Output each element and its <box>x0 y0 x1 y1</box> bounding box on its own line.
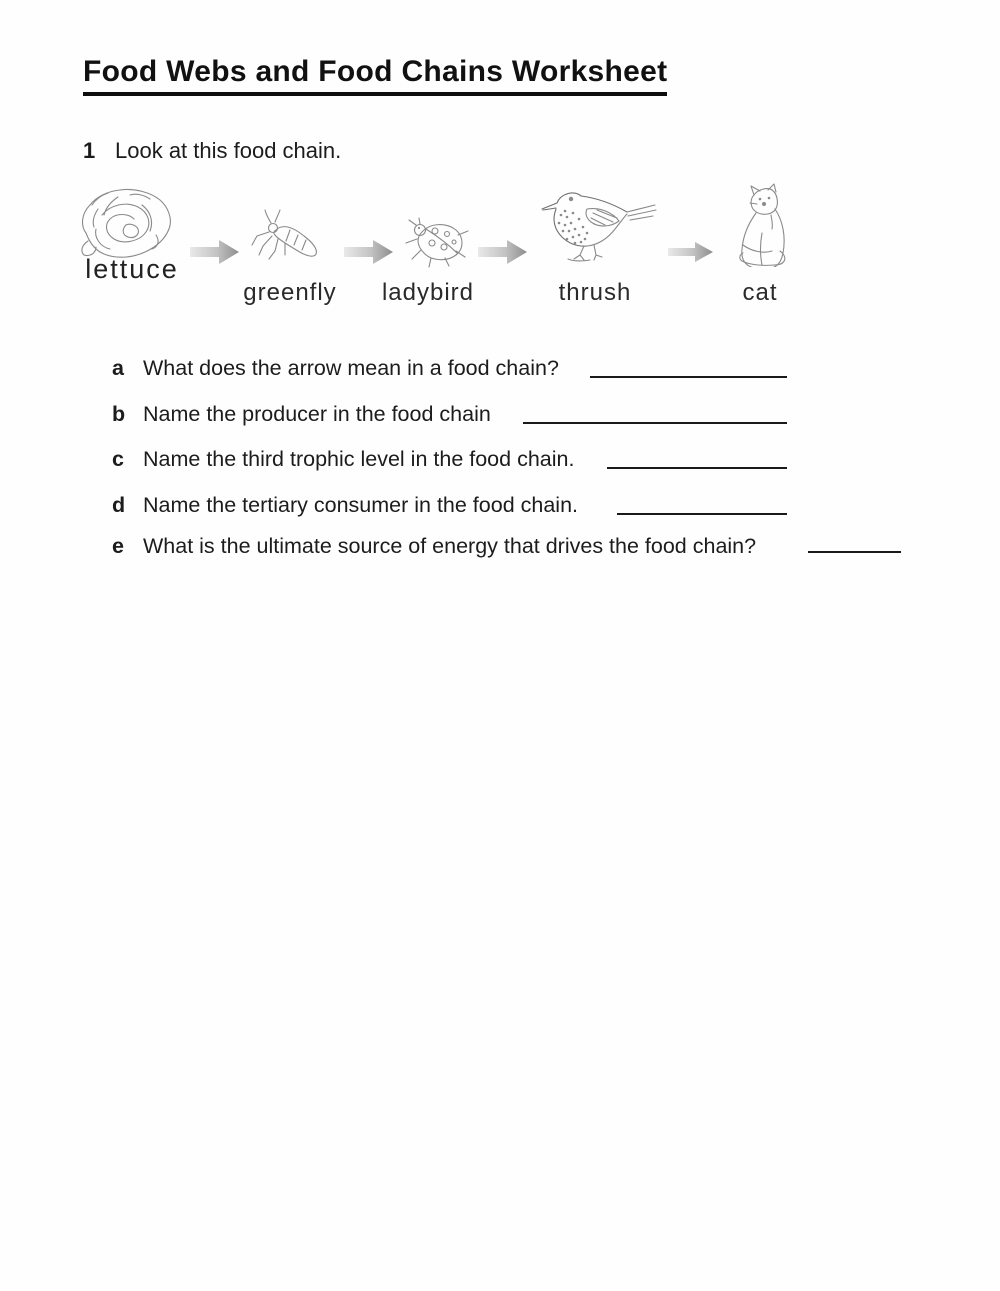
sub-question-b <box>112 401 972 429</box>
sub-question-c-letter: c <box>112 447 124 471</box>
answer-blank-a[interactable] <box>590 355 787 378</box>
sub-question-e <box>112 533 972 561</box>
answer-blank-e[interactable] <box>808 533 901 553</box>
answer-blank-d[interactable] <box>617 492 787 515</box>
question-1-text: Look at this food chain. <box>115 138 342 163</box>
thrush-illustration-icon <box>540 185 662 267</box>
organism-label-cat: cat <box>742 279 778 306</box>
sub-question-d-letter: d <box>112 493 126 517</box>
sub-question-c <box>112 446 972 474</box>
food-chain-arrow-icon <box>344 239 394 265</box>
organism-label-ladybird: ladybird <box>381 279 475 306</box>
organism-label-thrush: thrush <box>558 279 632 306</box>
sub-question-b-letter: b <box>112 402 126 426</box>
question-1-number: 1 <box>83 138 96 163</box>
organism-label-greenfly: greenfly <box>243 279 337 306</box>
food-chain-arrow-icon <box>668 241 714 263</box>
sub-question-e-letter: e <box>112 534 124 558</box>
lettuce-illustration-icon <box>72 185 180 265</box>
sub-question-a-text: What does the arrow mean in a food chain? <box>143 356 559 380</box>
greenfly-illustration-icon <box>244 208 334 270</box>
answer-blank-c[interactable] <box>607 446 787 469</box>
food-chain-diagram <box>0 0 1000 330</box>
cat-illustration-icon <box>730 183 796 267</box>
sub-question-d <box>112 492 972 520</box>
sub-question-c-text: Name the third trophic level in the food chain. <box>143 447 575 471</box>
sub-question-a-letter: a <box>112 356 124 380</box>
food-chain-arrow-icon <box>478 239 528 265</box>
sub-question-b-text: Name the producer in the food chain <box>143 402 491 426</box>
sub-question-e-text: What is the ultimate source of energy that drives the food chain? <box>143 534 757 558</box>
food-chain-arrow-icon <box>190 239 240 265</box>
ladybird-illustration-icon <box>398 216 476 272</box>
sub-question-d-text: Name the tertiary consumer in the food chain. <box>143 493 578 517</box>
answer-blank-b[interactable] <box>523 401 787 424</box>
page-title: Food Webs and Food Chains Worksheet <box>83 55 667 96</box>
sub-question-a <box>112 355 972 383</box>
organism-label-lettuce: lettuce <box>85 254 179 284</box>
